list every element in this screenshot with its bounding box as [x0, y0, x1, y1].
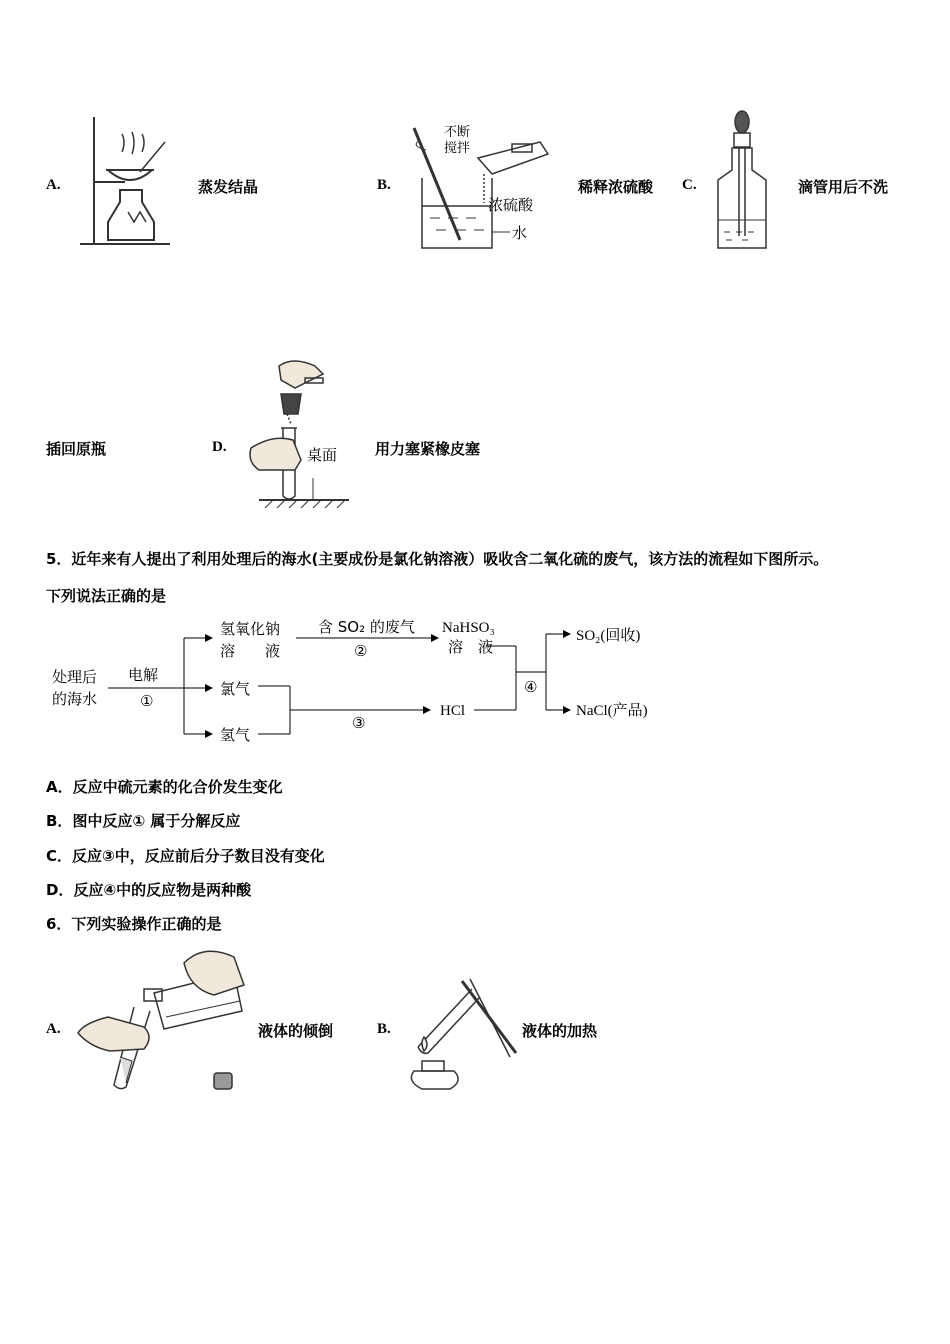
seawater-flow-diagram — [0, 610, 950, 750]
flow-step4: ④ — [524, 678, 538, 696]
stir-label-line1: 不断 — [444, 125, 471, 140]
q6-option-a-text: 液体的倾倒 — [258, 1022, 334, 1040]
option-c-text: 滴管用后不洗 — [798, 178, 889, 196]
option-a-text: 蒸发结晶 — [198, 178, 259, 196]
q5-stem-line2: 下列说法正确的是 — [46, 587, 167, 605]
option-b-text: 稀释浓硫酸 — [578, 178, 654, 196]
q5-option-d-text: 反应④中的反应物是两种酸 — [73, 881, 252, 899]
flow-electrolysis: 电解 — [128, 666, 159, 684]
q5-option-b — [46, 810, 240, 831]
liquid-heating-figure — [400, 975, 520, 1095]
table-label: 桌面 — [307, 446, 338, 464]
water-label: 水 — [512, 224, 528, 242]
q5-option-d — [46, 879, 251, 900]
q5-option-a-letter: A． — [46, 778, 73, 796]
flow-step3: ③ — [352, 714, 366, 732]
flow-hydrogen: 氢气 — [220, 726, 251, 744]
liquid-pouring-figure — [74, 945, 249, 1095]
flow-step1: ① — [140, 692, 154, 710]
flow-nahso3-line2: 溶 液 — [448, 638, 494, 656]
flow-naoh-line2: 溶 液 — [220, 642, 281, 660]
option-c-continuation: 插回原瓶 — [46, 440, 107, 458]
q5-option-c-text: 反应③中，反应前后分子数目没有变化 — [72, 847, 325, 865]
q5-stem-line1: 5．近年来有人提出了利用处理后的海水(主要成份是氯化钠溶液）吸收含二氧化硫的废气，该方法的流程如下图所示。 — [46, 550, 829, 568]
dilute-acid-figure — [400, 118, 570, 253]
option-a-letter: A. — [46, 177, 61, 193]
flow-hcl: HCl — [440, 703, 466, 719]
option-b-letter: B. — [377, 177, 391, 193]
q6-option-a-letter: A. — [46, 1021, 61, 1037]
flow-start-line1: 处理后 — [52, 668, 98, 686]
q5-option-c — [46, 845, 325, 866]
option-d-letter: D. — [212, 439, 227, 455]
flow-nahso3-line1: NaHSO₃ — [442, 620, 495, 636]
evaporation-apparatus-figure — [70, 112, 180, 252]
flow-naoh-line1: 氢氧化钠 — [220, 620, 281, 638]
stir-label-line2: 搅拌 — [444, 141, 471, 156]
flow-so2-recover: SO₂(回收) — [576, 628, 641, 644]
option-c-letter: C. — [682, 177, 697, 193]
q6-option-b-text: 液体的加热 — [522, 1022, 598, 1040]
flow-nacl-product: NaCl(产品) — [576, 703, 648, 719]
q6-stem: 6．下列实验操作正确的是 — [46, 915, 222, 933]
q5-option-b-letter: B． — [46, 812, 73, 830]
dropper-bottle-figure — [712, 108, 772, 253]
q5-option-d-letter: D． — [46, 881, 74, 899]
option-d-text: 用力塞紧橡皮塞 — [375, 440, 481, 458]
q5-option-b-text: 图中反应① 属于分解反应 — [72, 812, 241, 830]
flow-start-line2: 的海水 — [52, 690, 98, 708]
flow-chlorine: 氯气 — [220, 680, 251, 698]
flow-step2: ② — [354, 642, 368, 660]
rubber-stopper-figure — [245, 358, 375, 508]
flow-so2-gas: 含 SO₂ 的废气 — [318, 618, 415, 636]
acid-label: 浓硫酸 — [488, 196, 534, 214]
q5-option-a — [46, 776, 283, 797]
q5-option-a-text: 反应中硫元素的化合价发生变化 — [72, 778, 283, 796]
q6-option-b-letter: B. — [377, 1021, 391, 1037]
q5-option-c-letter: C． — [46, 847, 73, 865]
